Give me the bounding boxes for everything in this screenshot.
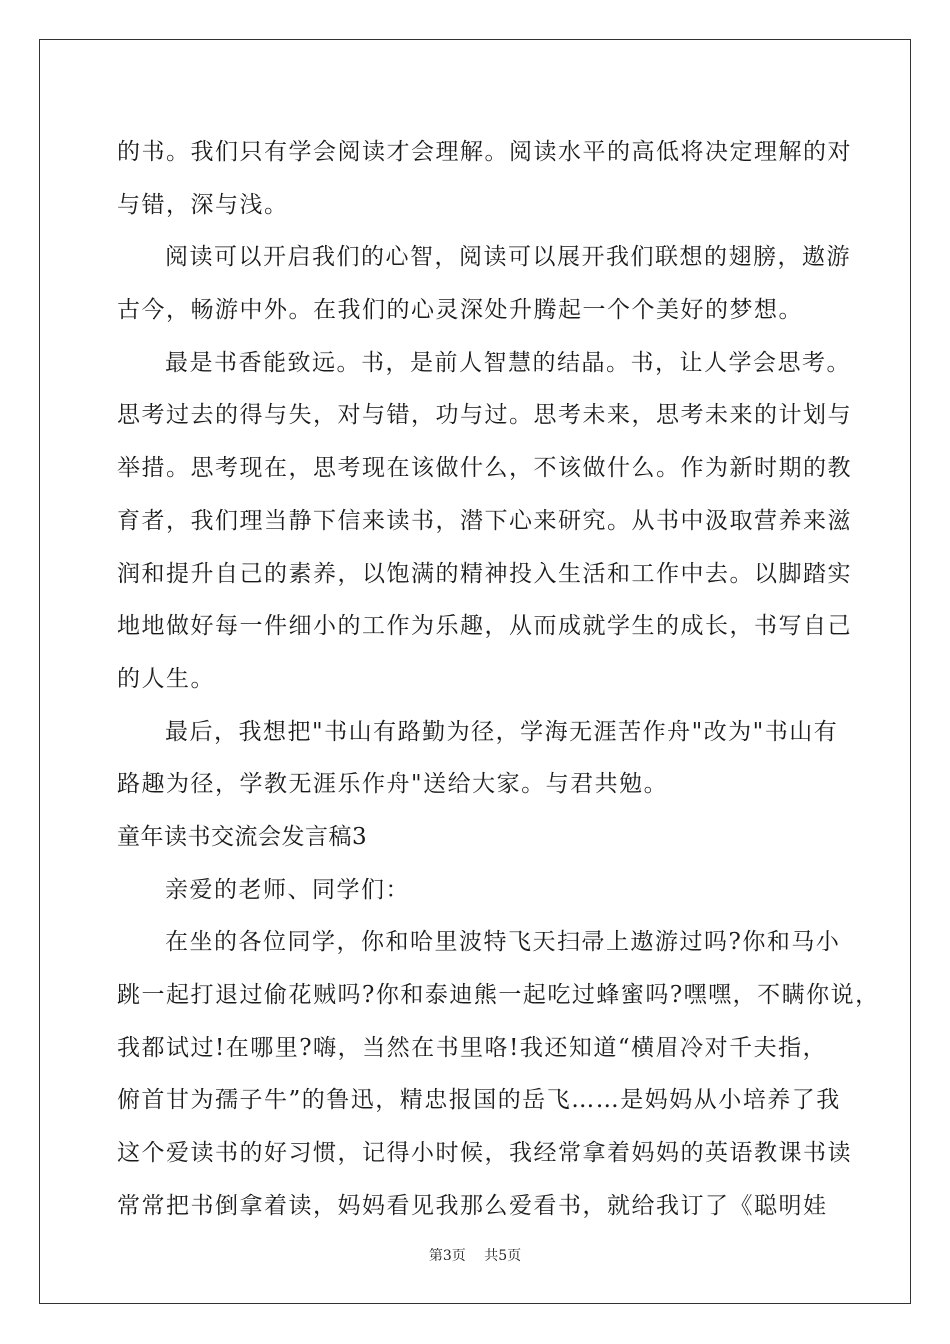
text-line: 最是书香能致远。书，是前人智慧的结晶。书，让人学会思考。 xyxy=(165,349,851,376)
text-line: 亲爱的老师、同学们： xyxy=(165,876,410,903)
section-heading: 童年读书交流会发言稿3 xyxy=(117,823,368,850)
text-line: 地地做好每一件细小的工作为乐趣，从而成就学生的成长，书写自己 xyxy=(117,613,852,640)
text-line: 俯首甘为孺子牛”的鲁迅，精忠报国的岳飞……是妈妈从小培养了我 xyxy=(117,1087,841,1114)
text-line: 阅读可以开启我们的心智，阅读可以展开我们联想的翅膀，遨游 xyxy=(165,244,851,271)
text-line: 我都试过!在哪里?嗨，当然在书里咯!我还知道“横眉冷对千夫指， xyxy=(117,1034,828,1061)
page-number: 第3页 xyxy=(428,1248,466,1264)
text-line: 育者，我们理当静下信来读书，潜下心来研究。从书中汲取营养来滋 xyxy=(117,507,852,534)
page-total: 共5页 xyxy=(484,1248,522,1264)
text-line: 与错，深与浅。 xyxy=(117,191,289,218)
text-line: 古今，畅游中外。在我们的心灵深处升腾起一个个美好的梦想。 xyxy=(117,297,803,324)
text-line: 润和提升自己的素养，以饱满的精神投入生活和工作中去。以脚踏实 xyxy=(117,560,852,587)
text-line: 这个爱读书的好习惯，记得小时候，我经常拿着妈妈的英语教课书读 xyxy=(117,1140,852,1167)
page-footer xyxy=(0,1245,950,1265)
text-line: 常常把书倒拿着读，妈妈看见我那么爱看书，就给我订了《聪明娃 xyxy=(117,1192,828,1219)
text-line: 路趣为径，学教无涯乐作舟"送给大家。与君共勉。 xyxy=(117,771,669,798)
text-line: 思考过去的得与失，对与错，功与过。思考未来，思考未来的计划与 xyxy=(117,402,852,429)
document-body xyxy=(117,126,880,1232)
text-line: 的人生。 xyxy=(117,665,215,692)
text-line: 在坐的各位同学，你和哈里波特飞天扫帚上遨游过吗?你和马小 xyxy=(165,929,841,956)
text-line: 最后，我想把"书山有路勤为径，学海无涯苦作舟"改为"书山有 xyxy=(165,718,839,745)
text-line: 的书。我们只有学会阅读才会理解。阅读水平的高低将决定理解的对 xyxy=(117,139,852,165)
text-line: 跳一起打退过偷花贼吗?你和泰迪熊一起吃过蜂蜜吗?嘿嘿，不瞒你说， xyxy=(117,982,880,1008)
text-line: 举措。思考现在，思考现在该做什么，不该做什么。作为新时期的教 xyxy=(117,455,852,482)
